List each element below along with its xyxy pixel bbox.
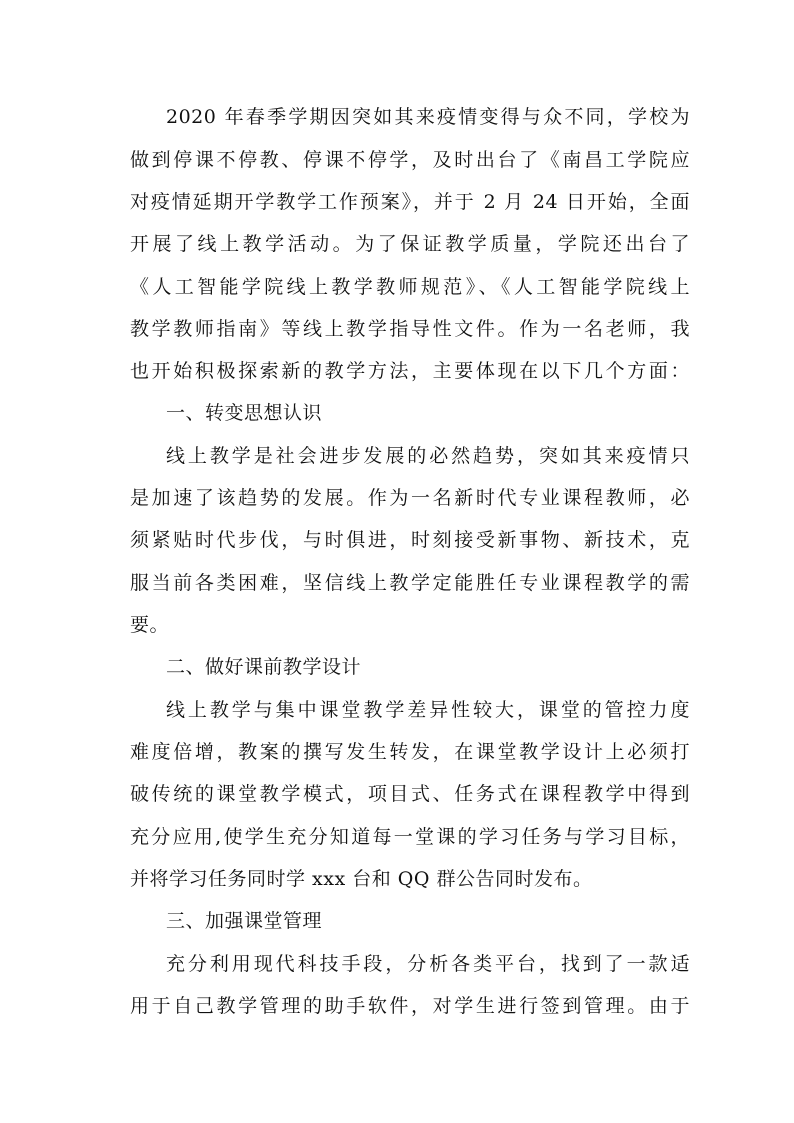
section-heading: 一、转变思想认识 xyxy=(166,402,323,424)
paragraph-line: 是加速了该趋势的发展。作为一名新时代专业课程教师，必 xyxy=(130,487,690,509)
paragraph-line: 线上教学是社会进步发展的必然趋势，突如其来疫情只 xyxy=(166,445,690,467)
paragraph-line: 也开始积极探索新的教学方法，主要体现在以下几个方面： xyxy=(130,360,690,382)
paragraph-line: 教学教师指南》等线上教学指导性文件。作为一名老师，我 xyxy=(130,318,690,340)
paragraph-line: 须紧贴时代步伐，与时俱进，时刻接受新事物、新技术，克 xyxy=(130,529,690,551)
paragraph-line: 要。 xyxy=(130,614,170,636)
paragraph-line: 难度倍增，教案的撰写发生转发，在课堂教学设计上必须打 xyxy=(130,741,690,763)
paragraph-line: 线上教学与集中课堂教学差异性较大，课堂的管控力度 xyxy=(166,699,690,721)
paragraph-line: 《人工智能学院线上教学教师规范》、《人工智能学院线上 xyxy=(130,276,690,298)
paragraph-line: 对疫情延期开学教学工作预案》，并于 2 月 24 日开始，全面 xyxy=(130,191,690,213)
paragraph-line: 充分利用现代科技手段，分析各类平台，找到了一款适 xyxy=(166,953,690,975)
paragraph-line: 做到停课不停教、停课不停学，及时出台了《南昌工学院应 xyxy=(130,149,690,171)
section-heading: 三、加强课堂管理 xyxy=(166,910,323,932)
paragraph-line: 服当前各类困难，坚信线上教学定能胜任专业课程教学的需 xyxy=(130,572,690,594)
paragraph-line: 2020 年春季学期因突如其来疫情变得与众不同，学校为 xyxy=(166,106,690,128)
paragraph-line: 用于自己教学管理的助手软件，对学生进行签到管理。由于 xyxy=(130,995,690,1017)
section-heading: 二、做好课前教学设计 xyxy=(166,656,362,678)
paragraph-line: 破传统的课堂教学模式，项目式、任务式在课程教学中得到 xyxy=(130,783,690,805)
paragraph-line: 充分应用,使学生充分知道每一堂课的学习任务与学习目标， xyxy=(130,826,690,848)
paragraph-line: 并将学习任务同时学 xxx 台和 QQ 群公告同时发布。 xyxy=(130,868,593,890)
paragraph-line: 开展了线上教学活动。为了保证教学质量，学院还出台了 xyxy=(130,233,690,255)
